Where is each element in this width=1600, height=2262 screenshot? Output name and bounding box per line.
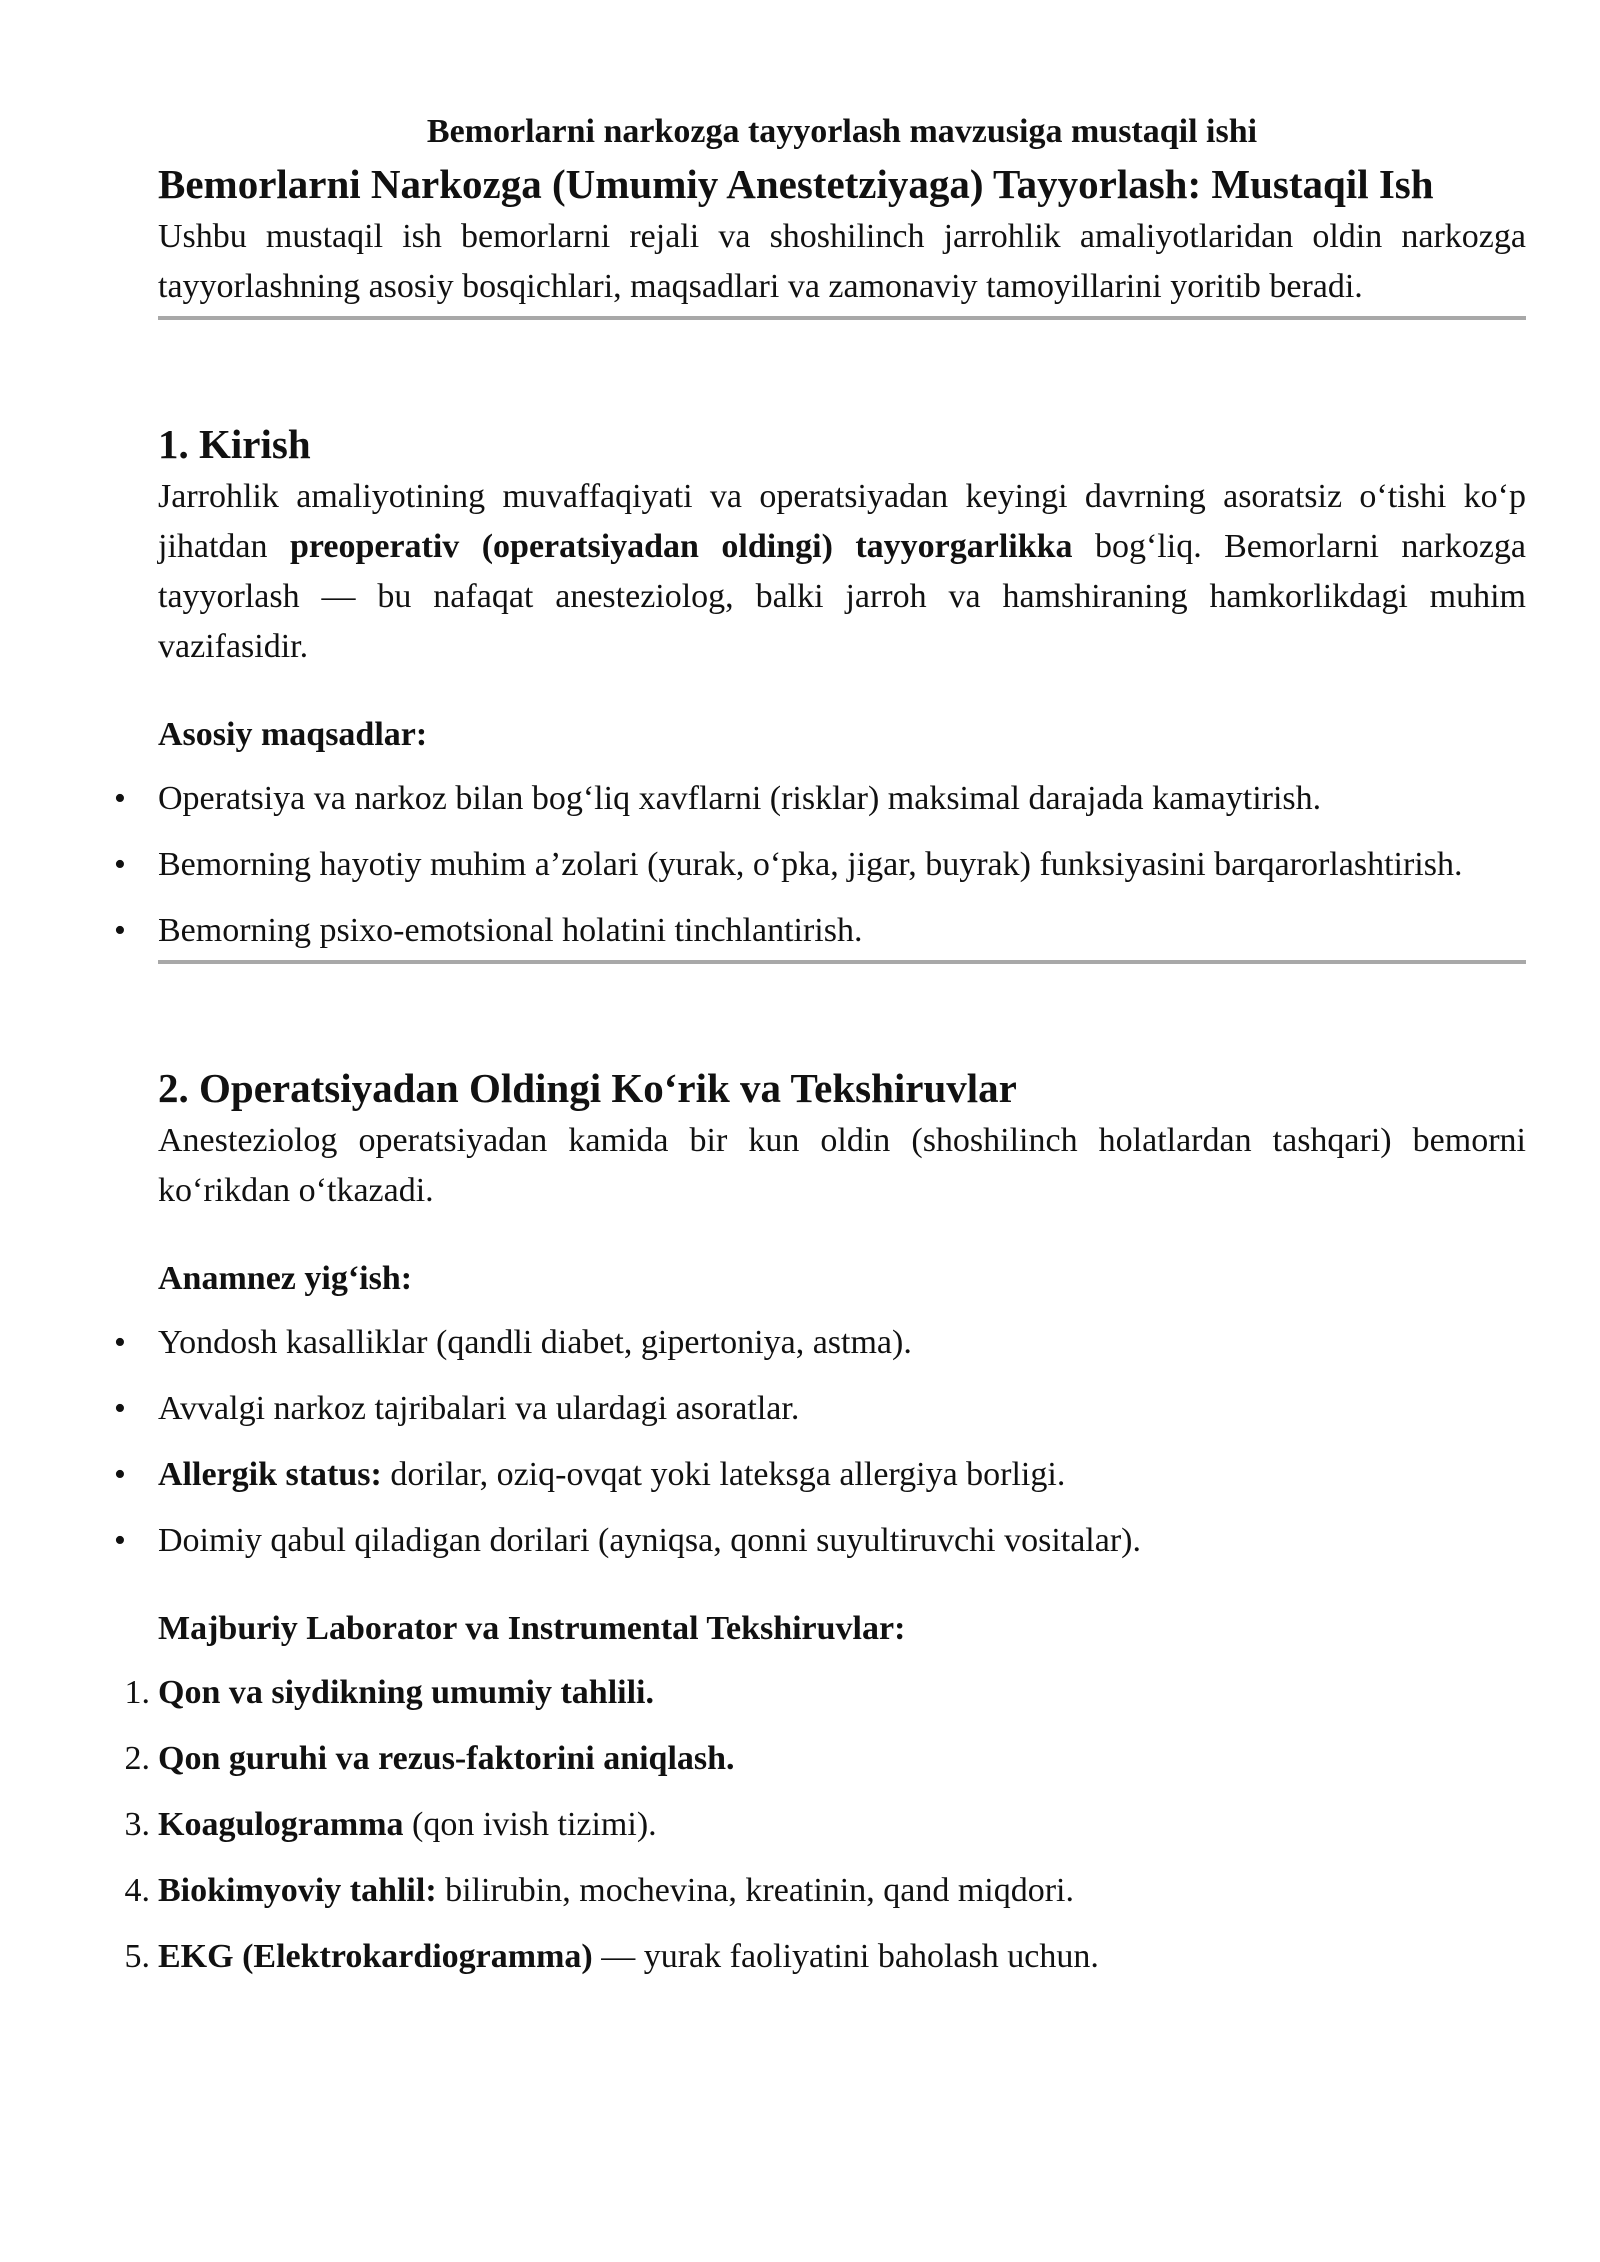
- section-1-emphasis: preoperativ (operatsiyadan oldingi) tayyorgarlikka: [289, 528, 1073, 565]
- anamnez-heading: Anamnez yig‘ish:: [158, 1260, 413, 1297]
- bullet-icon: •: [114, 780, 126, 817]
- bullet-icon: •: [114, 912, 126, 949]
- list-item: • Yondosh kasalliklar (qandli diabet, gipertoniya, astma).: [158, 1318, 1526, 1368]
- list-item: • Doimiy qabul qiladigan dorilari (ayniqsa, qonni suyultiruvchi vositalar).: [158, 1516, 1526, 1566]
- list-item: 4. Biokimyoviy tahlil: bilirubin, mochevina, kreatinin, qand miqdori.: [158, 1866, 1526, 1916]
- bullet-icon: •: [114, 1390, 126, 1427]
- section-1-paragraph: Jarrohlik amaliyotining muvaffaqiyati va operatsiyadan keyingi davrning asoratsiz o‘tishi ko‘p jihatdan preoperativ (operatsiyadan oldingi) tayyorgarlikka bog‘liq. Bemorlarni narkozga tayyorlash — bu nafaqat anesteziolog, balki jarroh va hamshiraning hamkorlikdagi muhim vazifasidir.: [158, 478, 1527, 665]
- list-number: 2.: [124, 1740, 150, 1777]
- bullet-icon: •: [114, 846, 126, 883]
- list-item: • Avvalgi narkoz tajribalari va ulardagi asoratlar.: [158, 1384, 1526, 1434]
- list-item: • Bemorning psixo-emotsional holatini tinchlantirish.: [158, 906, 1526, 956]
- list-item: 2. Qon guruhi va rezus-faktorini aniqlash.: [158, 1734, 1526, 1784]
- document-title: Bemorlarni narkozga tayyorlash mavzusiga mustaqil ishi: [426, 113, 1258, 150]
- labs-list: [124, 1668, 1526, 1982]
- list-number: 4.: [124, 1872, 150, 1909]
- list-item: • Bemorning hayotiy muhim a’zolari (yurak, o‘pka, jigar, buyrak) funksiyasini barqarorlashtirish.: [158, 840, 1526, 890]
- goals-heading: Asosiy maqsadlar:: [158, 716, 428, 753]
- labs-heading: Majburiy Laborator va Instrumental Tekshiruvlar:: [158, 1610, 906, 1647]
- list-item: • Operatsiya va narkoz bilan bog‘liq xavflarni (risklar) maksimal darajada kamaytirish.: [158, 774, 1526, 824]
- list-number: 1.: [124, 1674, 150, 1711]
- bullet-icon: •: [114, 1522, 126, 1559]
- document-page: [114, 108, 1527, 1982]
- list-number: 3.: [124, 1806, 150, 1843]
- anamnez-list: [114, 1318, 1526, 1566]
- list-item: 3. Koagulogramma (qon ivish tizimi).: [158, 1800, 1526, 1850]
- section-1-heading: 1. Kirish: [158, 421, 311, 467]
- section-2-paragraph: Anesteziolog operatsiyadan kamida bir kun oldin (shoshilinch holatlardan tashqari) bemorni ko‘rikdan o‘tkazadi.: [158, 1122, 1526, 1209]
- intro-paragraph: Ushbu mustaqil ish bemorlarni rejali va shoshilinch jarrohlik amaliyotlaridan oldin narkozga tayyorlashning asosiy bosqichlari, maqsadlari va zamonaviy tamoyillarini yoritib beradi.: [158, 218, 1526, 305]
- list-number: 5.: [124, 1938, 150, 1975]
- main-title: Bemorlarni Narkozga (Umumiy Anestetziyaga) Tayyorlash: Mustaqil Ish: [158, 161, 1434, 207]
- section-2-heading: 2. Operatsiyadan Oldingi Ko‘rik va Tekshiruvlar: [158, 1065, 1017, 1111]
- bullet-icon: •: [114, 1324, 126, 1361]
- list-item: 5. EKG (Elektrokardiogramma) — yurak faoliyatini baholash uchun.: [158, 1932, 1526, 1982]
- goals-list: [114, 774, 1526, 956]
- bullet-icon: •: [114, 1456, 126, 1493]
- list-item: • Allergik status: dorilar, oziq-ovqat yoki lateksga allergiya borligi.: [158, 1450, 1526, 1500]
- list-item: 1. Qon va siydikning umumiy tahlili.: [158, 1668, 1526, 1718]
